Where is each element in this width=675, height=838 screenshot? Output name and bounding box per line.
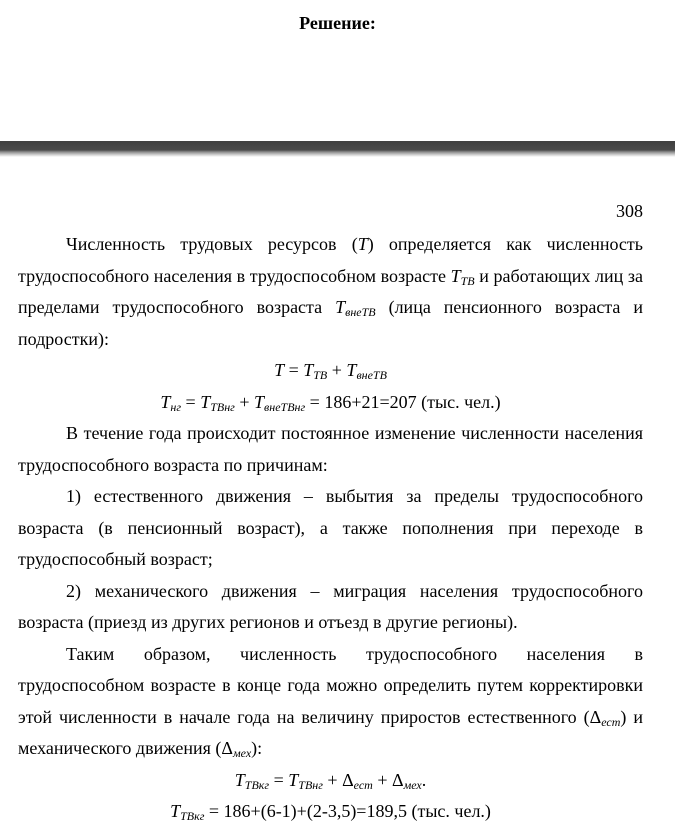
- formula-labor-resources: $Т = Т_{ТВ} + Т_{внеТВ}$: [274, 360, 387, 382]
- document-body: [18, 229, 643, 828]
- solution-heading: Решение:: [299, 13, 376, 33]
- paragraph-population-change: В течение года происходит постоянное изменение численности населения трудоспособного возраста по причинам:: [18, 423, 643, 475]
- page-number: 308: [616, 201, 643, 221]
- formula-end-of-year: $Т_{ТВкг} = Т_{ТВнг} + \Delta_{ест} + \Delta_{мех}$.: [234, 769, 427, 792]
- paragraph-end-of-year: Таким образом, численность трудоспособного населения в трудоспособном возрасте в конце года можно определить путем корректировки этой численности в начале года на величину приростов естественного $(\Delta_{ест})$ и механического движения $(\Delta_{мех})$:: [18, 643, 643, 760]
- list-item-natural-movement: 1) естественного движения – выбытия за пределы трудоспособного возраста (в пенсионный возраст), а также пополнения при переходе в трудоспособный возраст;: [18, 486, 643, 569]
- formula-start-of-year: $Т_{нг} = Т_{ТВнг} + Т_{внеТВнг} = 186+21=207$ (тыс. чел.): [160, 391, 501, 414]
- paragraph-labor-resources: Численность трудовых ресурсов (Т) определяется как численность трудоспособного населения в трудоспособном возрасте $Т_{ТВ}$ и работающих лиц за пределами трудоспособного возраста $Т_{внеТВ}$ (лица пенсионного возраста и подростки):: [18, 234, 644, 349]
- page-divider: [0, 141, 675, 157]
- list-item-mechanical-movement: 2) механического движения – миграция населения трудоспособного возраста (приезд из других регионов и отъезд в другие регионы).: [18, 580, 643, 632]
- formula-end-of-year-calculation: $Т_{ТВкг} = 186+(6-1)+(2-3,5)=189,5$ (тыс. чел.): [170, 801, 491, 823]
